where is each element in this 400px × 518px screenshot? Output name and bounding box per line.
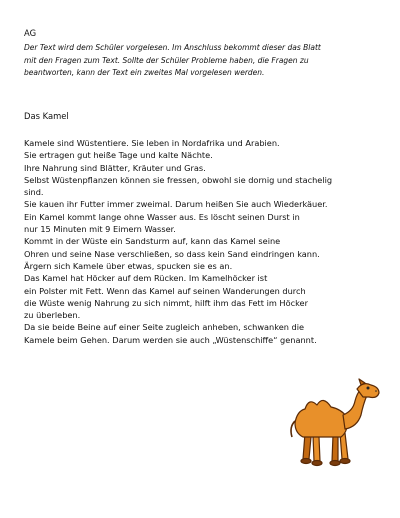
text-line: ein Polster mit Fett. Wenn das Kamel auf seinen Wanderungen durch [24,285,306,296]
text-line: Kamele beim Gehen. Darum werden sie auch „Wüstenschiffe“ genannt. [24,334,317,345]
text-line: nur 15 Minuten mit 9 Eimern Wasser. [24,224,176,235]
text-line: Selbst Wüstenpflanzen können sie fressen, obwohl sie dornig und stachelig [24,174,333,185]
text-line: Ein Kamel kommt lange ohne Wasser aus. Es löscht seinen Durst in [24,211,300,222]
text-line: Ihre Nahrung sind Blätter, Kräuter und Gras. [24,162,206,173]
text-line: Das Kamel hat Höcker auf dem Rücken. Im Kamelhöcker ist [24,273,268,284]
article-body [24,137,384,346]
text-line: die Wüste wenig Nahrung zu sich nimmt, hilft ihm das Fett im Höcker [24,297,308,308]
camel-icon [283,375,383,475]
text-line: Da sie beide Beine auf einer Seite zugleich anheben, schwanken die [24,322,305,333]
text-line: Sie ertragen gut heiße Tage und kalte Nächte. [24,150,213,161]
instruction-line: beantworten, kann der Text ein zweites Mal vorgelesen werden. [24,68,265,77]
text-line: Sie kauen ihr Futter immer zweimal. Darum heißen Sie auch Wiederkäuer. [24,199,328,210]
article-title: Das Kamel [24,111,69,121]
text-line: sind. [24,187,44,198]
text-line: Kamele sind Wüstentiere. Sie leben in Nordafrika und Arabien. [24,138,280,148]
class-tag: AG [24,28,37,38]
text-line: Ohren und seine Nase verschließen, so dass kein Sand eindringen kann. [24,248,320,259]
instruction-line: mit den Fragen zum Text. Sollte der Schüler Probleme haben, die Fragen zu [24,55,309,65]
text-line: zu überleben. [24,310,81,321]
text-line: Kommt in der Wüste ein Sandsturm auf, kann das Kamel seine [24,236,281,247]
teacher-instructions [24,42,384,80]
text-line: Ärgern sich Kamele über etwas, spucken sie es an. [24,260,233,271]
instruction-line: Der Text wird dem Schüler vorgelesen. Im Anschluss bekommt dieser das Blatt [24,43,321,52]
